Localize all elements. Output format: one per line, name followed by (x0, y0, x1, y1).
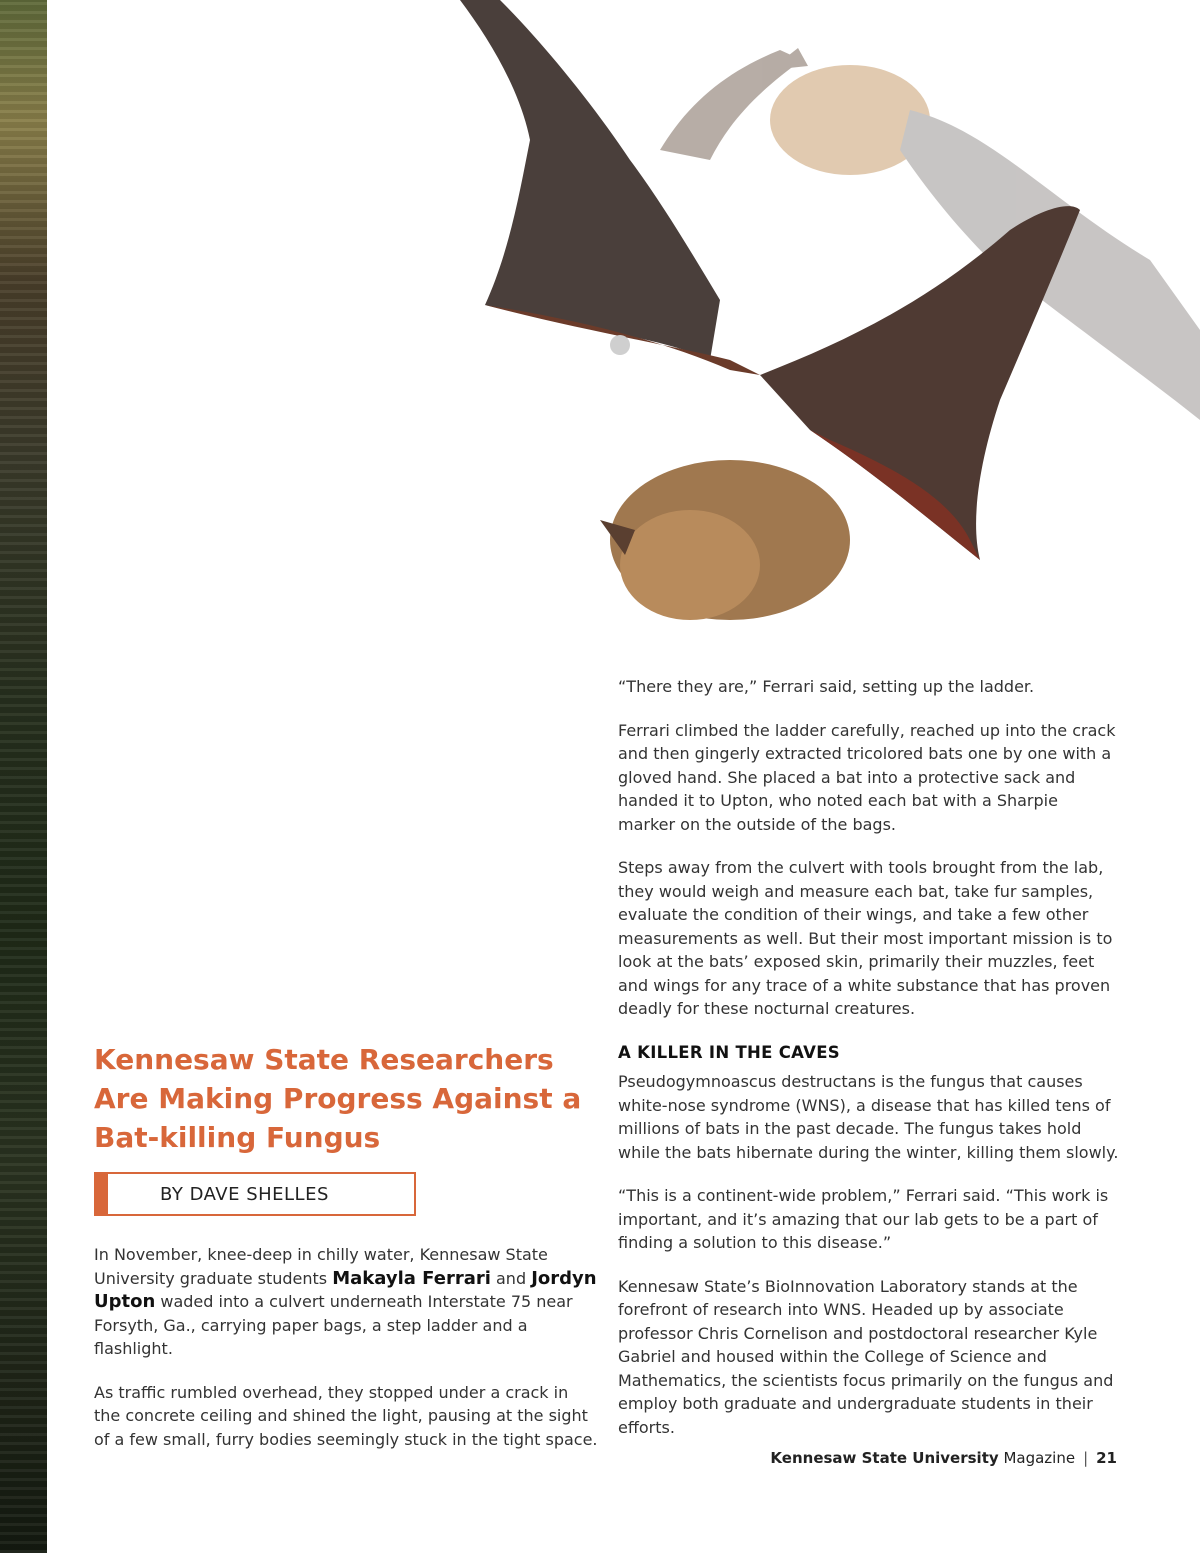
right-column (618, 675, 1120, 1459)
headline-line-5: BRINK (56, 774, 335, 944)
paragraph: Ferrari climbed the ladder carefully, reached up into the crack and then gingerly extracted tricolored bats one by one with a gloved hand. She placed a bat into a protective sack and handed it to Upton, who noted each bat with a Sharpie marker on the outside of the bags. (618, 720, 1116, 834)
paragraph (94, 1243, 599, 1361)
byline-box (94, 1172, 416, 1216)
paragraph-text: and (490, 1268, 532, 1288)
headline-line-1: BRINGING (56, 311, 415, 449)
publication-suffix: Magazine (1003, 1449, 1076, 1467)
paragraph: Pseudogymnoascus destructans is the fungus that causes white-nose syndrome (WNS), a disease that has killed tens of millions of bats in the past decade. The fungus takes hold while the bats hibernate during the winter, killing them slowly. (618, 1072, 1119, 1162)
byline: BY DAVE SHELLES (160, 1184, 329, 1205)
publication-name: Kennesaw State University (770, 1449, 999, 1467)
subhead: Kennesaw State Researchers Are Making Progress Against a Bat-killing Fungus (94, 1043, 582, 1154)
paragraph-text: In November, knee-deep in chilly water, Kennesaw State University graduate students (94, 1245, 548, 1288)
student-name: Makayla Ferrari (332, 1267, 491, 1289)
paragraph: As traffic rumbled overhead, they stopped under a crack in the concrete ceiling and shined the light, pausing at the sight of a few small, furry bodies seemingly stuck in the tight space. (94, 1382, 598, 1449)
paragraph: Kennesaw State’s BioInnovation Laboratory stands at the forefront of research into WNS. Headed up by associate professor Chris Cornelison and postdoctoral researcher Kyle Gabriel and housed within the College of Science and Mathematics, the scientists focus primarily on the fungus and employ both graduate and undergraduate students in their efforts. (618, 1276, 1114, 1437)
section-heading: A KILLER IN THE CAVES (618, 1042, 840, 1062)
paragraph-text: waded into a culvert underneath Interstate 75 near Forsyth, Ga., carrying paper bags, a step ladder and a flashlight. (94, 1292, 573, 1358)
left-column (94, 1243, 599, 1471)
headline-line-2: BATS (56, 387, 402, 644)
paragraph: “There they are,” Ferrari said, setting up the ladder. (618, 677, 1035, 696)
headline-line-4: FROM THE (56, 683, 432, 822)
headline-line-3: BACK (56, 585, 252, 724)
footer-separator: | (1083, 1449, 1089, 1467)
student-name: Jordyn Upton (94, 1267, 597, 1312)
page-footer (770, 1449, 1117, 1467)
left-photo-strip (0, 0, 47, 1553)
paragraph: Steps away from the culvert with tools brought from the lab, they would weigh and measure each bat, take fur samples, evaluate the condition of their wings, and take a few other measurements as well. But their most important mission is to look at the bats’ exposed skin, primarily their muzzles, feet and wings for any trace of a white substance that has proven deadly for these nocturnal creatures. (618, 858, 1113, 1018)
headline (56, 311, 616, 944)
page-number: 21 (1096, 1449, 1117, 1467)
paragraph: “This is a continent-wide problem,” Ferrari said. “This work is important, and it’s amazing that our lab gets to be a part of finding a solution to this disease.” (618, 1186, 1109, 1252)
